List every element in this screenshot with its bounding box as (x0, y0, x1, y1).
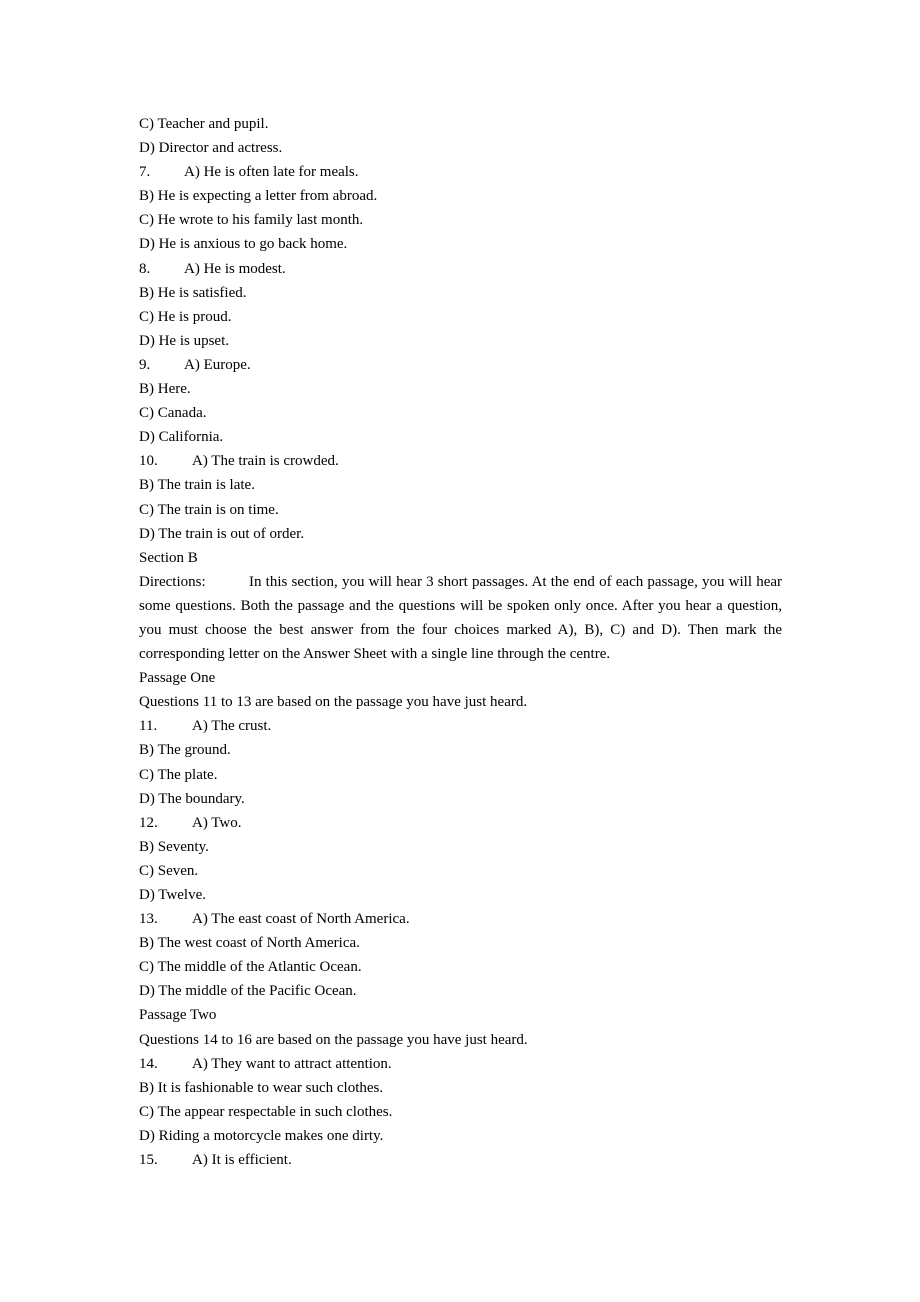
option-line: C) Teacher and pupil. (139, 116, 269, 132)
question-15 (139, 1148, 782, 1172)
question-7 (139, 160, 782, 184)
question-number: 9. (139, 356, 151, 373)
directions-text: In this section, you will hear 3 short passages. At the end of each passage, you will hear some questions. Both the passage and the questions will be spoken only once. After you hear a question, you must choose the best answer from the four choices marked A), B), C) and D). Then mark the corresponding letter on the Answer Sheet with a single line through the centre. (139, 573, 782, 663)
question-11 (139, 714, 782, 738)
option-a: A) They want to attract attention. (192, 1055, 392, 1072)
option-a: A) The east coast of North America. (192, 911, 410, 928)
option-a: A) It is efficient. (192, 1152, 292, 1169)
option-line: B) He is satisfied. (139, 284, 247, 301)
option-line: D) Riding a motorcycle makes one dirty. (139, 1127, 384, 1144)
option-line: D) He is upset. (139, 332, 229, 349)
option-line: C) The appear respectable in such clothes. (139, 1103, 393, 1120)
question-number: 11. (139, 718, 158, 735)
question-14 (139, 1052, 782, 1076)
option-line: C) Canada. (139, 405, 207, 422)
question-number: 10. (139, 453, 158, 470)
option-line: C) The middle of the Atlantic Ocean. (139, 959, 362, 976)
option-line: B) The train is late. (139, 477, 255, 494)
question-8 (139, 257, 782, 281)
option-line: D) California. (139, 429, 224, 446)
directions-label: Directions: (139, 573, 206, 590)
option-a: A) Europe. (184, 356, 251, 373)
option-line: D) Twelve. (139, 887, 206, 903)
question-number: 15. (139, 1152, 158, 1169)
directions-paragraph (139, 570, 782, 666)
option-line: B) The ground. (139, 742, 231, 759)
question-number: 12. (139, 814, 158, 831)
question-9 (139, 353, 782, 377)
passage-intro: Questions 11 to 13 are based on the passage you have just heard. (139, 694, 528, 711)
option-line: B) He is expecting a letter from abroad. (139, 188, 378, 205)
question-10 (139, 449, 782, 473)
option-line: D) Director and actress. (139, 140, 283, 157)
option-line: D) The train is out of order. (139, 525, 305, 542)
option-line: B) It is fashionable to wear such clothes. (139, 1079, 384, 1096)
question-number: 13. (139, 911, 158, 928)
option-line: B) Here. (139, 381, 191, 398)
passage-title: Passage Two (139, 1007, 217, 1024)
document-body (139, 112, 782, 1172)
option-line: C) The plate. (139, 766, 218, 783)
section-title: Section B (139, 549, 198, 566)
option-line: C) He is proud. (139, 308, 232, 325)
option-a: A) The train is crowded. (192, 453, 339, 470)
question-number: 7. (139, 164, 151, 181)
option-line: D) The middle of the Pacific Ocean. (139, 983, 357, 1000)
question-12 (139, 811, 782, 835)
option-line: B) Seventy. (139, 838, 209, 855)
passage-intro: Questions 14 to 16 are based on the passage you have just heard. (139, 1031, 528, 1048)
option-line: C) Seven. (139, 862, 199, 879)
option-a: A) The crust. (192, 718, 272, 735)
question-13 (139, 907, 782, 931)
option-line: D) He is anxious to go back home. (139, 236, 348, 253)
passage-title: Passage One (139, 670, 216, 687)
question-number: 8. (139, 260, 151, 277)
option-a: A) He is often late for meals. (184, 164, 359, 181)
option-line: C) The train is on time. (139, 501, 279, 518)
question-number: 14. (139, 1055, 158, 1072)
option-a: A) Two. (192, 814, 242, 831)
option-a: A) He is modest. (184, 260, 286, 277)
option-line: B) The west coast of North America. (139, 935, 360, 952)
option-line: C) He wrote to his family last month. (139, 212, 364, 229)
option-line: D) The boundary. (139, 790, 245, 807)
